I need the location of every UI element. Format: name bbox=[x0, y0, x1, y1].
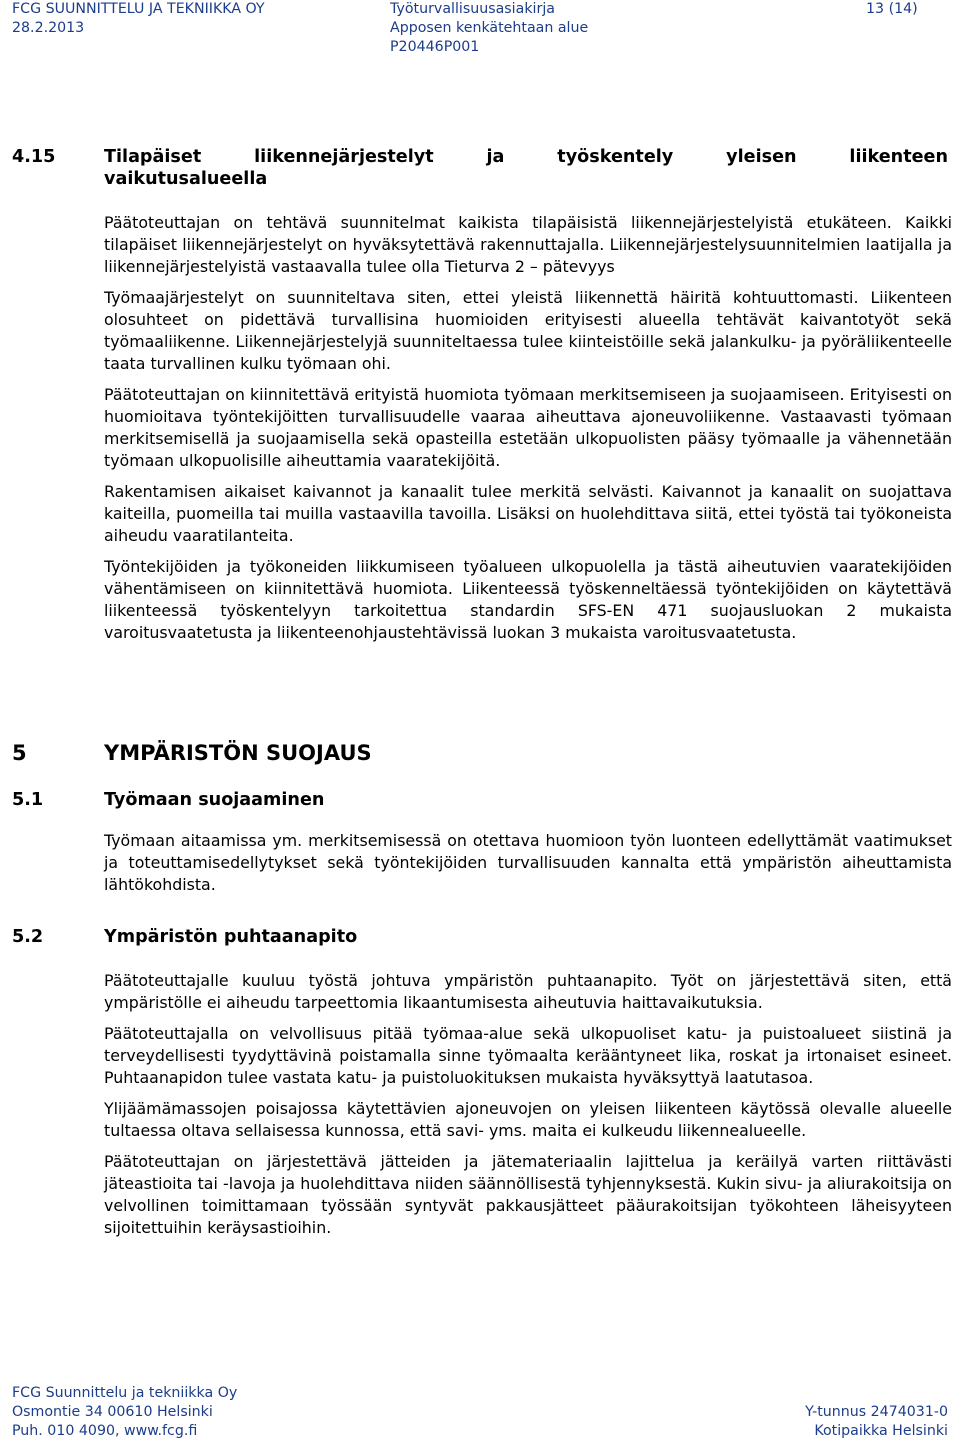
paragraph: Työntekijöiden ja työkoneiden liikkumiseen työalueen ulkopuolella ja tästä aiheutuvien vaaratekijöiden vähentämiseen on kiinnitettävä huomiota. Liikenteessä työskenneltäessä työntekijöiden on käytettävä liikenteessä työskentelyyn tarkoitettua standardin SFS-EN 471 suojausluokan 2 mukaista varoitusvaatetusta ja liikenteenohjaustehtävissä luokan 3 mukaista varoitusvaatetusta. bbox=[104, 557, 952, 642]
paragraph: Päätoteuttajalle kuuluu työstä johtuva ympäristön puhtaanapito. Työt on järjestettävä siten, että ympäristölle ei aiheudu tarpeettomia likaantumisesta aiheutuvia haittavaikutuksia. bbox=[104, 971, 952, 1012]
section-title: YMPÄRISTÖN SUOJAUS bbox=[104, 741, 372, 765]
header-project-code: P20446P001 bbox=[390, 39, 480, 55]
section-title-line2: vaikutusalueella bbox=[104, 169, 268, 189]
paragraph: Päätoteuttajalla on velvollisuus pitää työmaa-alue sekä ulkopuoliset katu- ja puistoalueet siistinä ja terveydellisesti tyydyttävinä poistamalla sinne työmaalta kerääntyneet lika, roskat ja irtonaiset esineet. Puhtaanapidon tulee vastata katu- ja puistoluokituksen mukaista hyväksyttyä laatutasoa. bbox=[104, 1024, 952, 1087]
footer-right bbox=[782, 1403, 948, 1441]
section-4-15-body bbox=[104, 212, 952, 653]
paragraph: Työmaajärjestelyt on suunniteltava siten, ettei yleistä liikennettä häiritä kohtuuttomasti. Liikenteen olosuhteet on pidettävä turvallisina huomioiden erityisesti alueella tehtävät kaivantotyöt sekä työmaaliikenne. Liikennejärjestelyjä suunniteltaessa tulee kiinteistöille sekä jalankulku- ja pyöräliikenteelle taata turvallinen kulku työmaan ohi. bbox=[104, 288, 952, 373]
footer-business-id: Y-tunnus 2474031-0 bbox=[805, 1404, 948, 1420]
paragraph: Päätoteuttajan on järjestettävä jätteiden ja jätemateriaalin lajittelua ja keräilyä varten riittävästi jäteastioita tai -lavoja ja huolehdittava niiden säännöllisestä tyhjennyksestä. Kukin sivu- ja aliurakoitsija on velvollinen toimittamaan työssään syntyvät pakkausjätteet pääurakoitsijan työkohteen läheisyyteen sijoitettuihin keräysastioihin. bbox=[104, 1152, 952, 1237]
section-title: Työmaan suojaaminen bbox=[104, 790, 325, 810]
section-number: 5 bbox=[12, 741, 27, 765]
section-number: 5.1 bbox=[12, 790, 44, 810]
header-middle bbox=[390, 0, 588, 57]
header-subject: Apposen kenkätehtaan alue bbox=[390, 20, 589, 36]
section-number: 4.15 bbox=[12, 147, 56, 167]
section-5-2-body bbox=[104, 970, 952, 1248]
section-title: Ympäristön puhtaanapito bbox=[104, 927, 358, 947]
paragraph: Ylijäämämassojen poisajossa käytettävien ajoneuvojen on yleisen liikenteen käytössä olevalle alueelle tultaessa oltava sellaisessa kunnossa, että savi- yms. maita ei kulkeudu liikennealueelle. bbox=[104, 1099, 952, 1140]
header-date: 28.2.2013 bbox=[12, 20, 85, 36]
section-number: 5.2 bbox=[12, 927, 44, 947]
paragraph: Rakentamisen aikaiset kaivannot ja kanaalit tulee merkitä selvästi. Kaivannot ja kanaalit on suojattava kaiteilla, puomeilla tai muilla vastaavilla tavoilla. Lisäksi on huolehdittava siitä, ettei työstä tai työkoneista aiheudu vaaratilanteita. bbox=[104, 482, 952, 545]
header-company: FCG SUUNNITTELU JA TEKNIIKKA OY bbox=[12, 1, 265, 17]
footer-contact: Puh. 010 4090, www.fcg.fi bbox=[12, 1423, 198, 1439]
page-number: 13 (14) bbox=[866, 1, 918, 17]
paragraph: Päätoteuttajan on kiinnitettävä erityistä huomiota työmaan merkitsemiseen ja suojaamiseen. Erityisesti on huomioitava työntekijöitten turvallisuudelle vaaraa aiheuttava ajoneuvoliikenne. Vastaavasti työmaan merkitsemisellä ja suojaamisella sekä opasteilla estetään ulkopuolisten pääsy työmaalle ja vähennetään työmaan ulkopuolisille aiheuttamia vaaratekijöitä. bbox=[104, 385, 952, 470]
footer-left bbox=[12, 1384, 237, 1441]
section-title-line1: Tilapäiset liikennejärjestelyt ja työskentely yleisen liikenteen bbox=[104, 147, 948, 167]
footer-address: Osmontie 34 00610 Helsinki bbox=[12, 1404, 213, 1420]
paragraph: Työmaan aitaamissa ym. merkitsemisessä on otettava huomioon työn luonteen edellyttämät vaatimukset ja toteuttamisedellytykset sekä työntekijöiden turvallisuuden kannalta että ympäristön aiheuttamista lähtökohdista. bbox=[104, 831, 952, 894]
paragraph: Päätoteuttajan on tehtävä suunnitelmat kaikista tilapäisistä liikennejärjestelyistä etukäteen. Kaikki tilapäiset liikennejärjestelyt on hyväksytettävä rakennuttajalla. Liikennejärjestelysuunnitelmien laatijalla ja liikennejärjestelyistä vastaavalla tulee olla Tieturva 2 – pätevyys bbox=[104, 213, 952, 276]
header-left bbox=[12, 0, 265, 38]
header-doc-type: Työturvallisuusasiakirja bbox=[390, 1, 555, 17]
footer-company: FCG Suunnittelu ja tekniikka Oy bbox=[12, 1385, 238, 1401]
section-5-1-body bbox=[104, 830, 952, 905]
footer-domicile: Kotipaikka Helsinki bbox=[814, 1423, 948, 1439]
header-right bbox=[866, 0, 918, 19]
